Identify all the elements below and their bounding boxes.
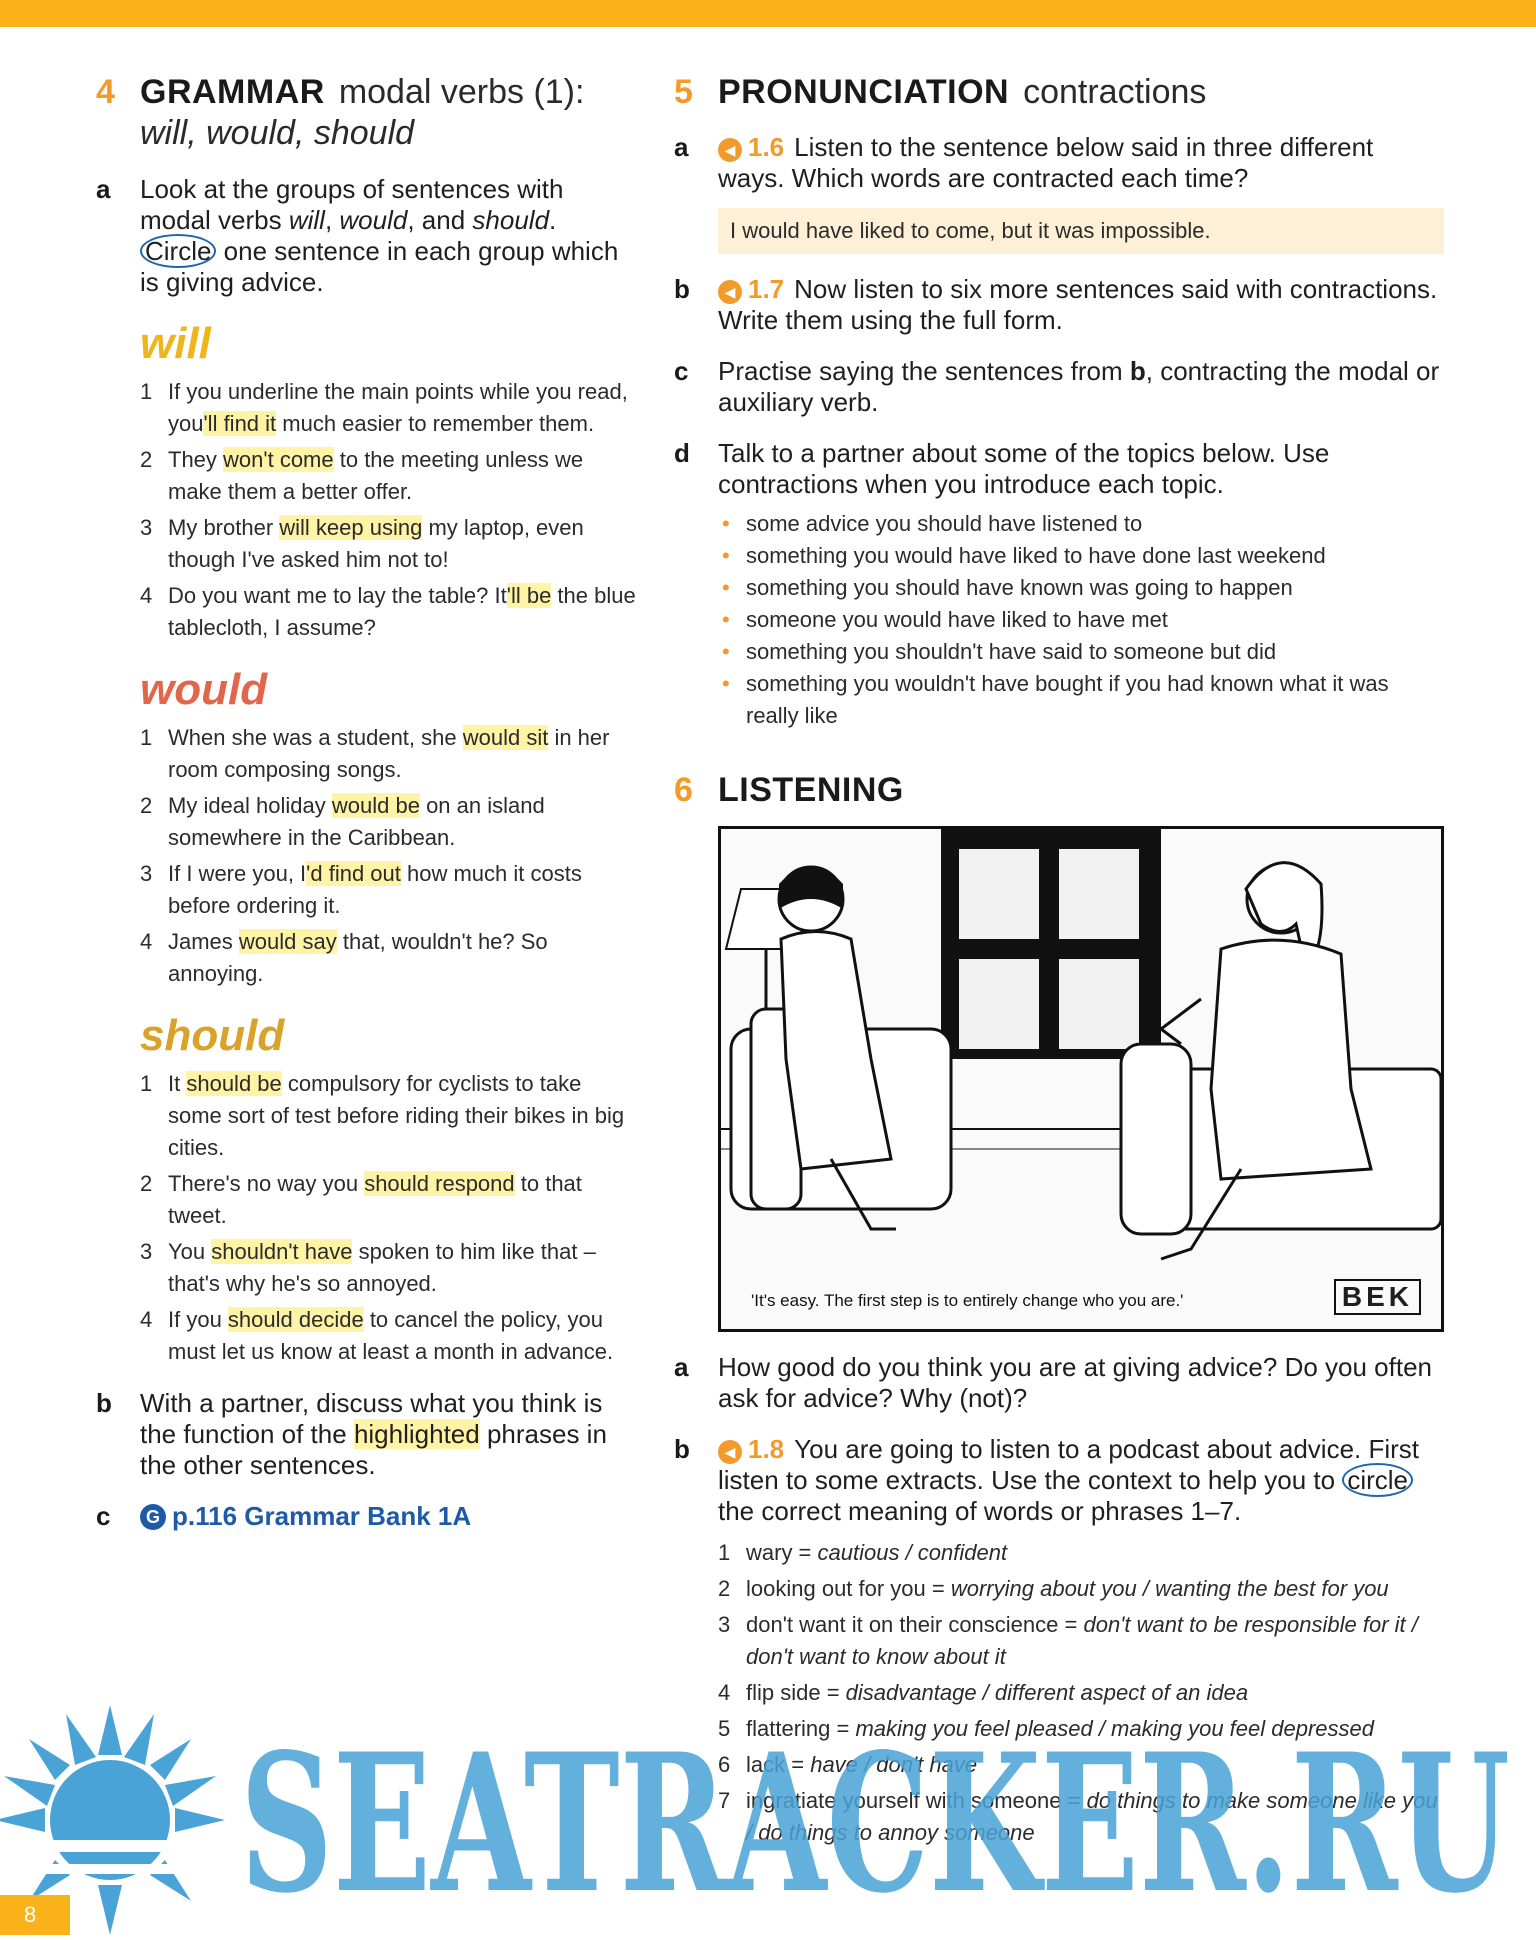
section-number: 4 xyxy=(96,73,115,111)
top-accent-bar xyxy=(0,0,1536,27)
list-item: • some advice you should have listened to xyxy=(718,508,1444,540)
exercise-b: b With a partner, discuss what you think is the function of the highlighted phrases in the other sentences. xyxy=(96,1388,607,1480)
cartoonist-signature: BEK xyxy=(1334,1279,1421,1315)
should-list xyxy=(140,1068,636,1368)
group-heading-should: should xyxy=(140,1011,285,1060)
list-item: • something you should have known was going to happen xyxy=(718,572,1444,604)
pronunciation-heading xyxy=(674,72,1444,112)
section-number: 5 xyxy=(674,73,693,111)
audio-track[interactable]: 1.8 xyxy=(748,1434,785,1464)
audio-track[interactable]: 1.7 xyxy=(748,274,785,304)
grammar-bank-link[interactable]: G p.116 Grammar Bank 1A xyxy=(140,1501,636,1532)
list-item: • something you wouldn't have bought if you had known what it was really like xyxy=(718,668,1444,732)
list-item: 5 flattering = making you feel pleased / making you feel depressed xyxy=(718,1716,1374,1741)
exercise-a: a ◀ 1.6 Listen to the sentence below said in three different ways. Which words are contracted each time? xyxy=(674,132,1374,193)
grammar-bank-icon: G xyxy=(140,1504,166,1530)
pronunciation-section xyxy=(674,72,1444,1853)
list-item: 3 My brother will keep using my laptop, even though I've asked him not to! xyxy=(140,515,584,572)
highlighted-phrase: will keep using xyxy=(279,515,423,540)
list-item: 1 wary = cautious / confident xyxy=(718,1540,1008,1565)
exercise-a: a Look at the groups of sentences with modal verbs will, would, and should. Circle one sentence in each group which is giving advice. xyxy=(96,174,619,297)
watermark-text: SEATRACKER.RU xyxy=(240,1712,1510,1935)
list-item: 1 When she was a student, she would sit in her room composing songs. xyxy=(140,725,610,782)
list-item: 1 If you underline the main points while you read, you'll find it much easier to remember them. xyxy=(140,379,628,436)
highlighted-phrase: 'll be xyxy=(506,583,552,608)
highlighted-phrase: would be xyxy=(331,793,420,818)
audio-icon[interactable]: ◀ xyxy=(718,1440,742,1464)
list-item: 3 You shouldn't have spoken to him like that – that's why he's so annoyed. xyxy=(140,1239,596,1296)
exercise-c: c G p.116 Grammar Bank 1A xyxy=(96,1501,636,1532)
section-subtitle: contractions xyxy=(1023,73,1207,111)
audio-track[interactable]: 1.6 xyxy=(748,132,785,162)
list-item: • something you shouldn't have said to someone but did xyxy=(718,636,1444,668)
highlighted-phrase: should decide xyxy=(227,1307,364,1332)
highlighted-phrase: 'll find it xyxy=(203,411,277,436)
section-number: 6 xyxy=(674,771,693,809)
highlighted-phrase: should be xyxy=(186,1071,282,1096)
grammar-section xyxy=(96,72,636,1532)
section-title: PRONUNCIATION xyxy=(718,73,1010,111)
group-heading-will: will xyxy=(140,319,211,368)
list-item: 2 looking out for you = worrying about you / wanting the best for you xyxy=(718,1576,1389,1601)
list-item: 4 James would say that, wouldn't he? So annoying. xyxy=(140,929,548,986)
section-subtitle-line2: will, would, should xyxy=(140,114,415,152)
circled-word: Circle xyxy=(140,234,216,268)
list-item: 4 Do you want me to lay the table? It'll be the blue tablecloth, I assume? xyxy=(140,583,636,640)
audio-icon[interactable]: ◀ xyxy=(718,138,742,162)
highlighted-phrase: shouldn't have xyxy=(211,1239,353,1264)
will-list xyxy=(140,376,636,644)
cartoon-illustration xyxy=(718,826,1444,1332)
highlighted-phrase: would say xyxy=(238,929,337,954)
cartoon-drawing xyxy=(721,829,1441,1329)
page-number: 8 xyxy=(0,1895,70,1935)
audio-icon[interactable]: ◀ xyxy=(718,280,742,304)
exercise-c: c Practise saying the sentences from b, contracting the modal or auxiliary verb. xyxy=(674,356,1440,417)
would-list xyxy=(140,722,636,990)
list-item: 3 If I were you, I'd find out how much it costs before ordering it. xyxy=(140,861,582,918)
list-item: 7 ingratiate yourself with someone = do things to make someone like you / do things to annoy someone xyxy=(718,1788,1438,1845)
highlighted-phrase: should respond xyxy=(364,1171,515,1196)
list-item: 4 flip side = disadvantage / different aspect of an idea xyxy=(718,1680,1249,1705)
highlighted-phrase: won't come xyxy=(223,447,334,472)
highlighted-phrase: 'd find out xyxy=(306,861,401,886)
list-item: 2 There's no way you should respond to that tweet. xyxy=(140,1171,582,1228)
grammar-heading xyxy=(96,72,636,112)
listening-heading xyxy=(674,770,1444,810)
list-item: 4 If you should decide to cancel the policy, you must let us know at least a month in advance. xyxy=(140,1307,614,1364)
list-item: • something you would have liked to have done last weekend xyxy=(718,540,1444,572)
exercise-b: b ◀ 1.7 Now listen to six more sentences said with contractions. Write them using the full form. xyxy=(674,274,1438,335)
circled-word: circle xyxy=(1342,1463,1413,1497)
list-item: 1 It should be compulsory for cyclists to take some sort of test before riding their bikes in big cities. xyxy=(140,1071,625,1160)
highlighted-phrase: would sit xyxy=(462,725,549,750)
topic-list xyxy=(718,508,1444,732)
section-title: LISTENING xyxy=(718,771,904,809)
section-subtitle: modal verbs (1): xyxy=(338,73,585,111)
list-item: 2 My ideal holiday would be on an island somewhere in the Caribbean. xyxy=(140,793,545,850)
list-item: 2 They won't come to the meeting unless we make them a better offer. xyxy=(140,447,584,504)
exercise-d: d Talk to a partner about some of the topics below. Use contractions when you introduce each topic. xyxy=(674,438,1330,499)
section-title: GRAMMAR xyxy=(140,73,325,111)
vocabulary-list xyxy=(718,1537,1444,1849)
list-item: • someone you would have liked to have met xyxy=(718,604,1444,636)
cartoon-caption: 'It's easy. The first step is to entirely change who you are.' xyxy=(751,1291,1184,1310)
list-item: 3 don't want it on their conscience = don't want to be responsible for it / don't want to know about it xyxy=(718,1612,1418,1669)
exercise-a: a How good do you think you are at giving advice? Do you often ask for advice? Why (not)? xyxy=(674,1352,1433,1413)
example-sentence: I would have liked to come, but it was impossible. xyxy=(718,208,1444,254)
list-item: 6 lack = have / don't have xyxy=(718,1752,978,1777)
group-heading-would: would xyxy=(140,665,268,714)
exercise-b: b ◀ 1.8 You are going to listen to a podcast about advice. First listen to some extracts. Use the context to help you to circle the correct meaning of words or phrases 1–7. xyxy=(674,1434,1420,1526)
